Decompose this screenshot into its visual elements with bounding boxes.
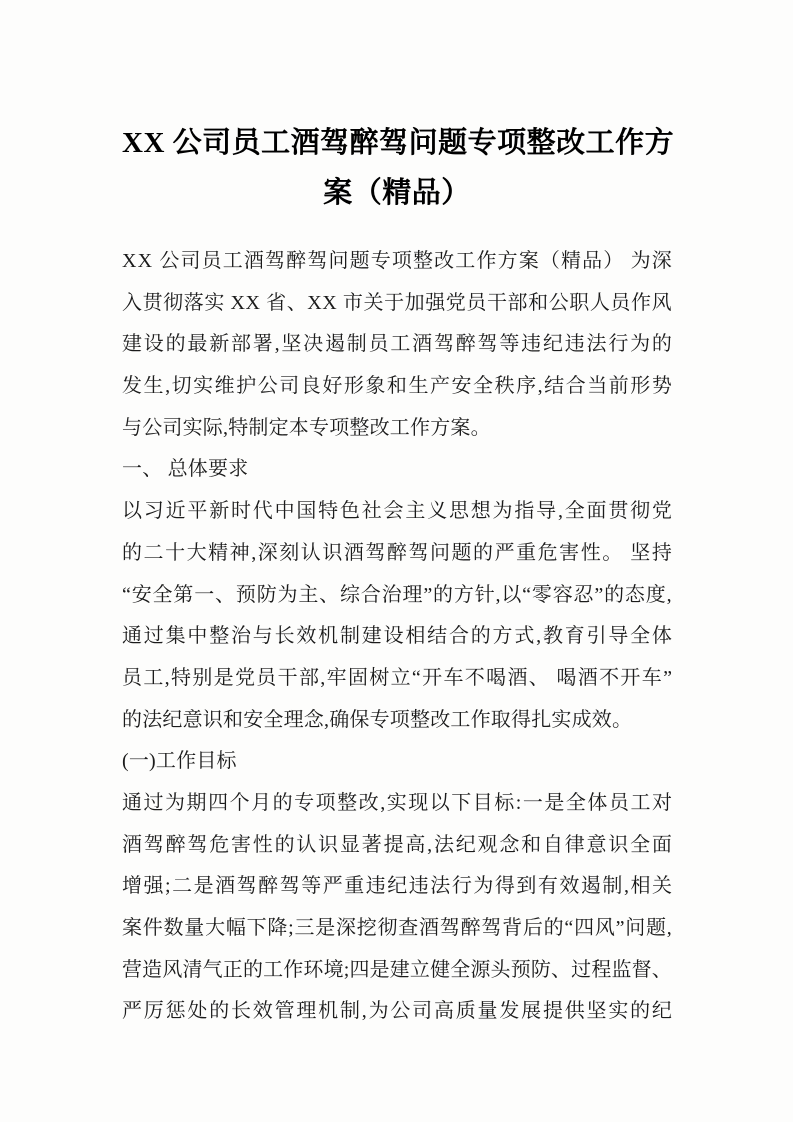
paragraph-2-line-3: “ 安 全 第 一 、 预 防 为 主 、 综 合 治 理 ” 的 方 针 , 以 “ 零 容 忍 ” 的 态 度 , xyxy=(122,583,672,606)
title-line-1: XX 公司员工酒驾醉驾问题专项整改工作方 xyxy=(122,127,675,159)
paragraph-1-line-2: 入 贯 彻 落 实 X X 省 、 X X 市 关 于 加 强 党 员 干 部 和 公 职 人 员 作 风 xyxy=(122,291,672,314)
document-content xyxy=(122,0,675,1033)
paragraph-2-line-1: 以 习 近 平 新 时 代 中 国 特 色 社 会 主 义 思 想 为 指 导 , 全 面 贯 彻 党 xyxy=(122,500,672,523)
document-title xyxy=(122,118,675,218)
paragraph-1-line-3: 建 设 的 最 新 部 署 , 坚 决 遏 制 员 工 酒 驾 醉 驾 等 违 纪 违 法 行 为 的 xyxy=(122,333,672,356)
paragraph-3-line-1: 通 过 为 期 四 个 月 的 专 项 整 改 , 实 现 以 下 目 标 : 一 是 全 体 员 工 对 xyxy=(122,791,672,814)
title-line-2: 案（精品） xyxy=(323,177,471,209)
paragraph-1-line-4: 发 生 , 切 实 维 护 公 司 良 好 形 象 和 生 产 安 全 秩 序 , 结 合 当 前 形 势 xyxy=(122,375,672,398)
paragraph-3-line-5: 营 造 风 清 气 正 的 工 作 环 境 ; 四 是 建 立 健 全 源 头 预 防 、 过 程 监 督 、 xyxy=(122,958,672,981)
paragraph-2-line-2: 的 二 十 大 精 神 , 深 刻 认 识 酒 驾 醉 驾 问 题 的 严 重 危 害 性 。 坚 持 xyxy=(122,541,672,564)
paragraph-2-line-6: 的法纪意识和安全理念,确保专项整改工作取得扎实成效。 xyxy=(122,708,633,731)
paragraph-2-line-4: 通 过 集 中 整 治 与 长 效 机 制 建 设 相 结 合 的 方 式 , 教 育 引 导 全 体 xyxy=(122,625,672,648)
paragraph-3-line-2: 酒 驾 醉 驾 危 害 性 的 认 识 显 著 提 高 , 法 纪 观 念 和 自 律 意 识 全 面 xyxy=(122,833,672,856)
paragraph-2-line-5: 员 工 , 特 别 是 党 员 干 部 , 牢 固 树 立 “ 开 车 不 喝 酒 、 喝 酒 不 开 车 ” xyxy=(122,666,672,689)
paragraph-3-line-6: 严 厉 惩 处 的 长 效 管 理 机 制 , 为 公 司 高 质 量 发 展 提 供 坚 实 的 纪 xyxy=(122,1000,672,1023)
document-body xyxy=(122,241,672,1033)
paragraph-1-line-1: X X 公 司 员 工 酒 驾 醉 驾 问 题 专 项 整 改 工 作 方 案 （ 精 品 ） 为 深 xyxy=(122,250,672,272)
section-heading-work-goals: (一)工作目标 xyxy=(122,750,237,773)
paragraph-3-line-4: 案 件 数 量 大 幅 下 降 ; 三 是 深 挖 彻 查 酒 驾 醉 驾 背 后 的 “ 四 风 ” 问 题 , xyxy=(122,917,672,939)
paragraph-3-line-3: 增 强 ; 二 是 酒 驾 醉 驾 等 严 重 违 纪 违 法 行 为 得 到 有 效 遏 制 , 相 关 xyxy=(122,875,672,898)
paragraph-1-line-5: 与公司实际,特制定本专项整改工作方案。 xyxy=(122,416,491,439)
section-heading-overall-requirements: 一、 总体要求 xyxy=(122,458,249,481)
